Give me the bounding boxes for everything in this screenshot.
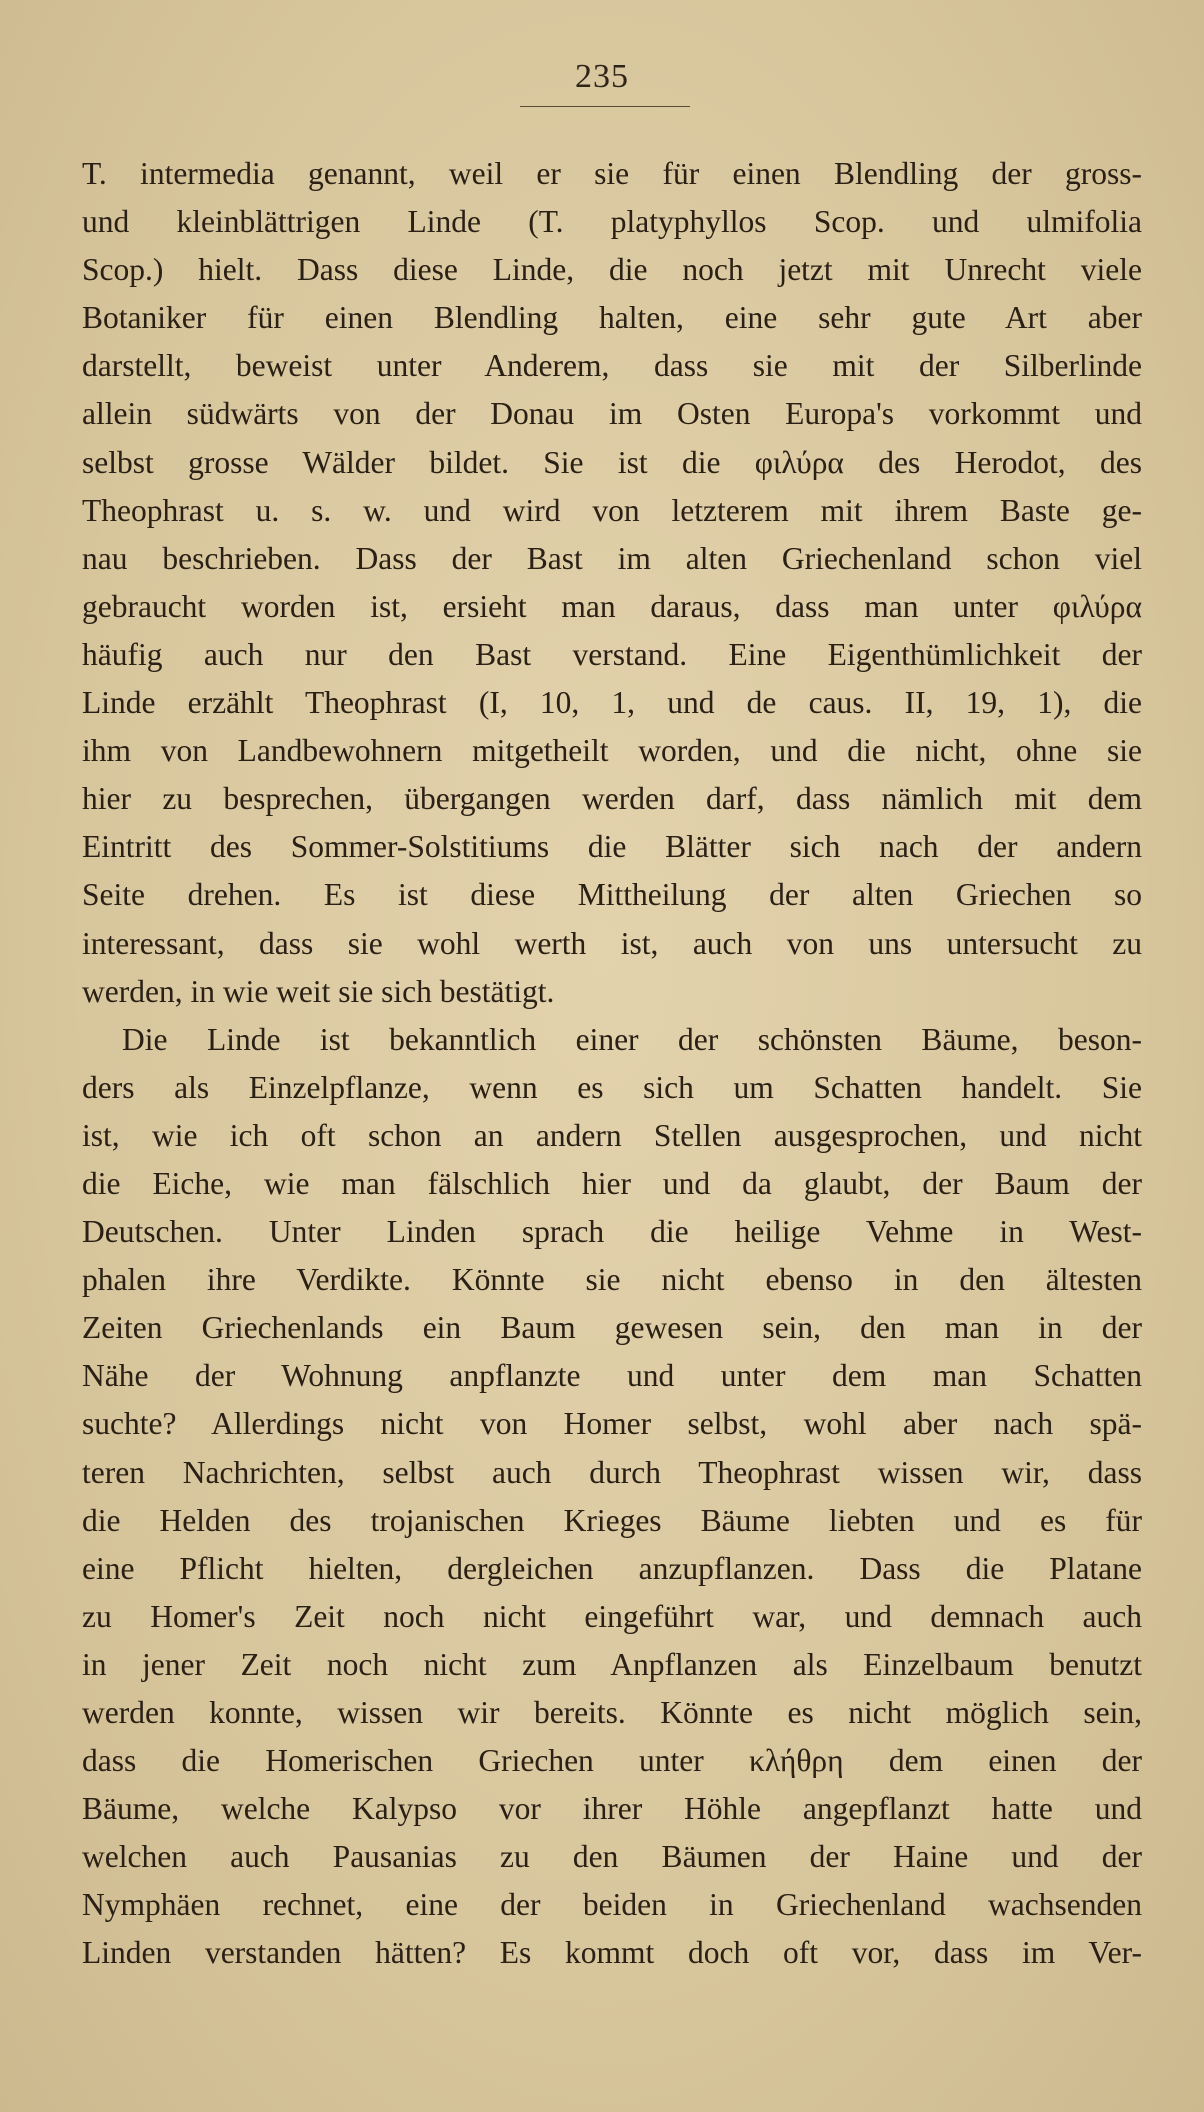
text-line: Deutschen. Unter Linden sprach die heilige Vehme in West- [82, 1214, 1142, 1250]
text-line: gebraucht worden ist, ersieht man daraus, dass man unter φιλύρα [82, 588, 1142, 624]
text-line: und kleinblättrigen Linde (T. platyphyllos Scop. und ulmifolia [82, 204, 1142, 240]
text-line: Linden verstanden hätten? Es kommt doch oft vor, dass im Ver- [82, 1935, 1142, 1971]
text-line: werden konnte, wissen wir bereits. Könnte es nicht möglich sein, [82, 1695, 1142, 1730]
text-line: teren Nachrichten, selbst auch durch Theophrast wissen wir, dass [82, 1454, 1142, 1490]
text-line: welchen auch Pausanias zu den Bäumen der Haine und der [82, 1839, 1142, 1875]
text-line: häufig auch nur den Bast verstand. Eine Eigenthümlichkeit der [82, 636, 1142, 672]
text-line: T. intermedia genannt, weil er sie für einen Blendling der gross- [82, 156, 1142, 191]
text-line: ist, wie ich oft schon an andern Stellen ausgesprochen, und nicht [82, 1117, 1142, 1153]
text-line: allein südwärts von der Donau im Osten Europa's vorkommt und [82, 396, 1142, 432]
text-line: dass die Homerischen Griechen unter κλήθρη dem einen der [82, 1743, 1142, 1779]
text-line: eine Pflicht hielten, dergleichen anzupflanzen. Dass die Platane [82, 1550, 1142, 1586]
text-line: darstellt, beweist unter Anderem, dass sie mit der Silberlinde [82, 348, 1142, 384]
text-line: suchte? Allerdings nicht von Homer selbst, wohl aber nach spä- [82, 1406, 1142, 1442]
text-line: Seite drehen. Es ist diese Mittheilung der alten Griechen so [82, 877, 1142, 913]
text-line: Eintritt des Sommer-Solstitiums die Blätter sich nach der andern [82, 829, 1142, 865]
text-line: phalen ihre Verdikte. Könnte sie nicht ebenso in den ältesten [82, 1262, 1142, 1298]
text-line: zu Homer's Zeit noch nicht eingeführt war, und demnach auch [82, 1598, 1142, 1634]
text-line: Linde erzählt Theophrast (I, 10, 1, und de caus. II, 19, 1), die [82, 685, 1142, 721]
page-number: 235 [575, 58, 629, 95]
text-line: ihm von Landbewohnern mitgetheilt worden, und die nicht, ohne sie [82, 733, 1142, 769]
body-text [82, 150, 1142, 1978]
paragraph-first-line: Die Linde ist bekanntlich einer der schönsten Bäume, beson- [122, 1021, 1142, 1057]
text-line: die Eiche, wie man fälschlich hier und da glaubt, der Baum der [82, 1165, 1142, 1201]
text-line: interessant, dass sie wohl werth ist, auch von uns untersucht zu [82, 925, 1142, 961]
text-line: Zeiten Griechenlands ein Baum gewesen sein, den man in der [82, 1310, 1142, 1346]
text-line: Scop.) hielt. Dass diese Linde, die noch jetzt mit Unrecht viele [82, 252, 1142, 288]
text-line: nau beschrieben. Dass der Bast im alten Griechenland schon viel [82, 540, 1142, 576]
text-line: ders als Einzelpflanze, wenn es sich um Schatten handelt. Sie [82, 1069, 1142, 1105]
text-line: Theophrast u. s. w. und wird von letzterem mit ihrem Baste ge- [82, 492, 1142, 528]
text-line: Botaniker für einen Blendling halten, eine sehr gute Art aber [82, 300, 1142, 336]
text-line: Nähe der Wohnung anpflanzte und unter dem man Schatten [82, 1358, 1142, 1394]
text-line: Nymphäen rechnet, eine der beiden in Griechenland wachsenden [82, 1887, 1142, 1923]
text-line: die Helden des trojanischen Krieges Bäume liebten und es für [82, 1502, 1142, 1538]
text-line: Bäume, welche Kalypso vor ihrer Höhle angepflanzt hatte und [82, 1791, 1142, 1827]
header-rule [520, 106, 690, 107]
text-line: werden, in wie weit sie sich bestätigt. [82, 973, 555, 1009]
text-line: selbst grosse Wälder bildet. Sie ist die φιλύρα des Herodot, des [82, 444, 1142, 480]
text-line: in jener Zeit noch nicht zum Anpflanzen als Einzelbaum benutzt [82, 1646, 1142, 1682]
text-line: hier zu besprechen, übergangen werden darf, dass nämlich mit dem [82, 781, 1142, 817]
